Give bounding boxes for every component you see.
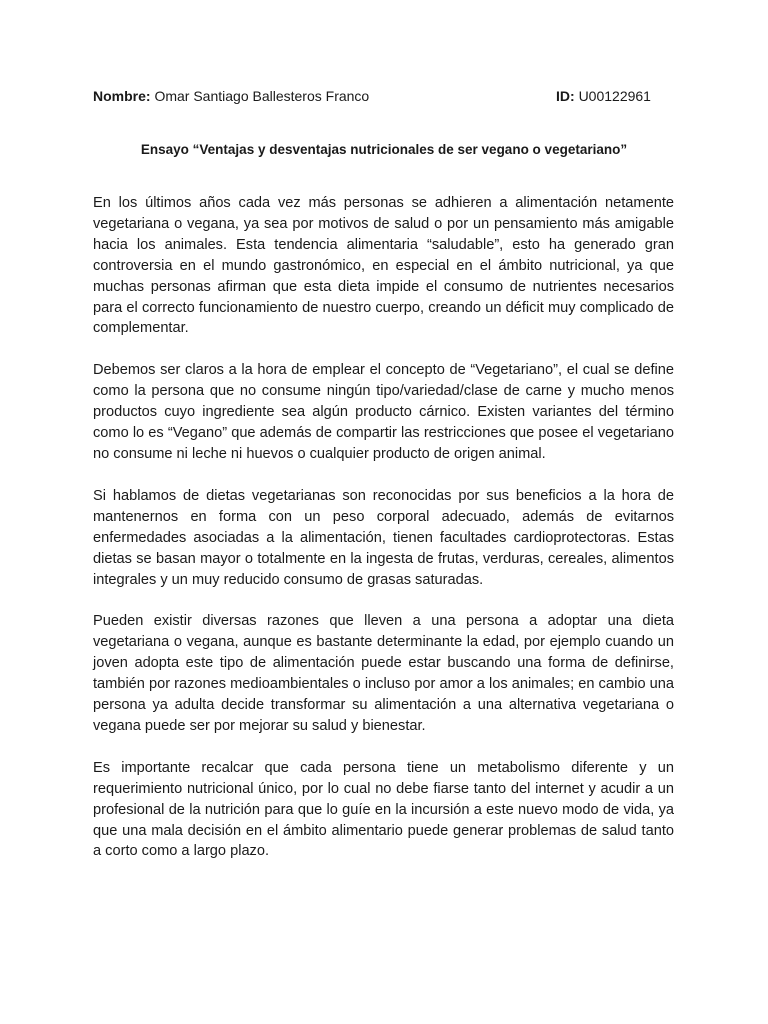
- paragraph-1: En los últimos años cada vez más personas se adhieren a alimentación netamente vegetariana o vegana, ya sea por motivos de salud o por un pensamiento más amigable hacia los animales. Esta tendencia alimentaria “saludable”, esto ha generado gran controversia en el mundo gastronómico, en especial en el ámbito nutricional, ya que muchas personas afirman que esta dieta impide el consumo de nutrientes necesarios para el correcto funcionamiento de nuestro cuerpo, creando un déficit muy complicado de complementar.: [93, 195, 674, 337]
- id-value: U00122961: [578, 88, 651, 104]
- name-label: Nombre:: [93, 88, 151, 104]
- essay-body: [93, 193, 674, 883]
- paragraph-2: Debemos ser claros a la hora de emplear el concepto de “Vegetariano”, el cual se define como la persona que no consume ningún tipo/variedad/clase de carne y mucho menos productos cuyo ingrediente sea algún producto cárnico. Existen variantes del término como lo es “Vegano” que además de compartir las restricciones que posee el vegetariano no consume ni leche ni huevos o cualquier producto de origen animal.: [93, 362, 674, 462]
- id-label: ID:: [556, 88, 575, 104]
- name-value: Omar Santiago Ballesteros Franco: [154, 88, 370, 104]
- header-row: [93, 86, 675, 106]
- name-field: [93, 86, 369, 106]
- paragraph-5: Es importante recalcar que cada persona tiene un metabolismo diferente y un requerimiento nutricional único, por lo cual no debe fiarse tanto del internet y acudir a un profesional de la nutrición para que lo guíe en la incursión a este nuevo modo de vida, ya que una mala decisión en el ámbito alimentario puede generar problemas de salud tanto a corto como a largo plazo.: [93, 759, 674, 860]
- paragraph-4: Pueden existir diversas razones que lleven a una persona a adoptar una dieta vegetariana o vegana, aunque es bastante determinante la edad, por ejemplo cuando un joven adopta este tipo de alimentación puede estar buscando una forma de definirse, también por razones medioambientales o incluso por amor a los animales; en cambio una persona ya adulta decide transformar su alimentación a una alternativa vegetariana o vegana puede ser por mejorar su salud y bienestar.: [93, 613, 674, 734]
- essay-title: Ensayo “Ventajas y desventajas nutricionales de ser vegano o vegetariano”: [140, 142, 628, 157]
- id-field: [556, 86, 651, 106]
- paragraph-3: Si hablamos de dietas vegetarianas son reconocidas por sus beneficios a la hora de mantenernos en forma con un peso corporal adecuado, además de evitarnos enfermedades asociadas a la alimentación, tienen facultades cardioprotectoras. Estas dietas se basan mayor o totalmente en la ingesta de frutas, verduras, cereales, alimentos integrales y un muy reducido consumo de grasas saturadas.: [93, 487, 674, 588]
